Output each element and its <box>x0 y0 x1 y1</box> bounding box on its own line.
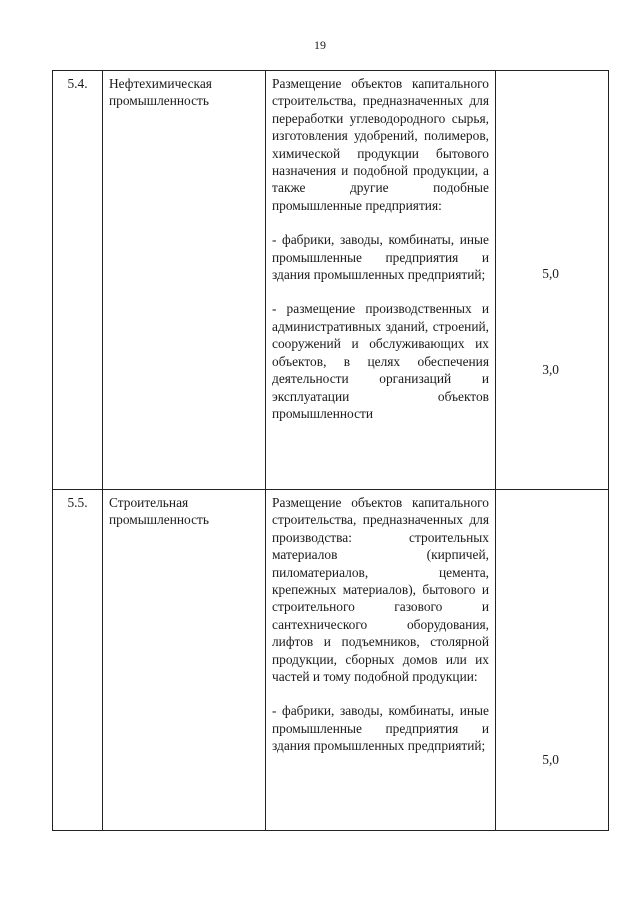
row-value-cell <box>496 490 609 831</box>
row-item-value: 5,0 <box>542 752 559 767</box>
row-description: Размещение объектов капитального строительства, предназначенных для переработки углеводородного сырья, изготовления удобрений, полимеров, химической продукции бытового назначения и подобной продукции, а также другие подобные промышленные предприятия: <box>272 76 489 213</box>
row-item-text: - размещение производственных и административных зданий, строений, сооружений и обслуживающих их объектов, в целях обеспечения деятельности организаций и эксплуатации объектов промышленности <box>272 301 489 421</box>
row-code: 5.4. <box>53 71 103 490</box>
row-description-cell <box>266 490 496 831</box>
table-row <box>53 71 609 490</box>
row-description: Размещение объектов капитального строительства, предназначенных для производства: строительных материалов (кирпичей, пиломатериалов, цемента, крепежных материалов), бытового и строительного газового и сантехнического оборудования, лифтов и подъемников, столярной продукции, сборных домов или их частей и тому подобной продукции: <box>272 495 489 685</box>
page-number: 19 <box>314 38 326 52</box>
row-item-text: - фабрики, заводы, комбинаты, иные промышленные предприятия и здания промышленных предприятий; <box>272 703 489 754</box>
row-name: Нефтехимическая промышленность <box>103 71 266 490</box>
row-code: 5.5. <box>53 490 103 831</box>
row-item-text: - фабрики, заводы, комбинаты, иные промышленные предприятия и здания промышленных предприятий; <box>272 232 489 283</box>
table-row <box>53 490 609 831</box>
row-item-value: 5,0 <box>542 266 559 281</box>
row-item-value: 3,0 <box>542 362 559 378</box>
land-use-table <box>52 70 609 831</box>
row-description-cell <box>266 71 496 490</box>
row-value-cell <box>496 71 609 490</box>
row-name: Строительная промышленность <box>103 490 266 831</box>
